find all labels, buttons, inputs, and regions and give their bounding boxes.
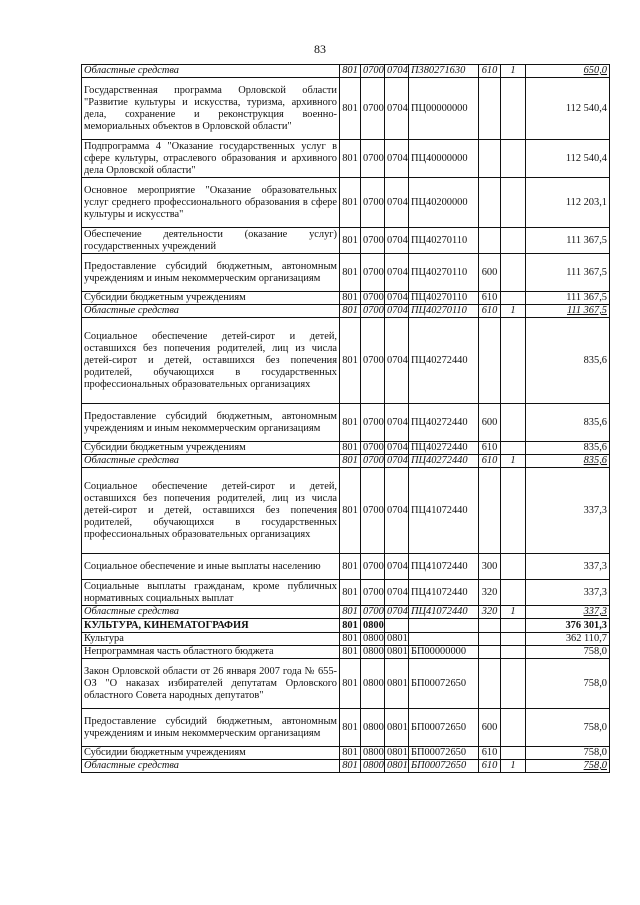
target-article-code: ПЦ40270110 <box>409 254 479 292</box>
ministry-code: 801 <box>340 606 361 619</box>
ministry-code: 801 <box>340 404 361 442</box>
subsection-code: 0704 <box>385 606 409 619</box>
funding-source-code <box>501 554 526 580</box>
section-code: 0700 <box>361 178 385 228</box>
ministry-code: 801 <box>340 455 361 468</box>
target-article-code: ПЦ41072440 <box>409 580 479 606</box>
ministry-code: 801 <box>340 318 361 404</box>
expense-type-code: 610 <box>479 760 501 773</box>
ministry-code: 801 <box>340 633 361 646</box>
amount: 337,3 <box>526 468 610 554</box>
row-name: Субсидии бюджетным учреждениям <box>82 747 340 760</box>
funding-source-code <box>501 140 526 178</box>
amount: 337,3 <box>526 554 610 580</box>
amount: 112 540,4 <box>526 140 610 178</box>
funding-source-code <box>501 318 526 404</box>
page-number: 83 <box>314 42 326 56</box>
amount: 835,6 <box>526 318 610 404</box>
amount: 112 203,1 <box>526 178 610 228</box>
ministry-code: 801 <box>340 580 361 606</box>
ministry-code: 801 <box>340 760 361 773</box>
table-row <box>82 619 610 633</box>
subsection-code: 0704 <box>385 468 409 554</box>
subsection-code: 0704 <box>385 580 409 606</box>
expense-type-code: 610 <box>479 442 501 455</box>
funding-source-code: 1 <box>501 305 526 318</box>
ministry-code: 801 <box>340 254 361 292</box>
row-name: Субсидии бюджетным учреждениям <box>82 292 340 305</box>
ministry-code: 801 <box>340 554 361 580</box>
section-code: 0700 <box>361 78 385 140</box>
row-name: Предоставление субсидий бюджетным, автономным учреждениям и иным некоммерческим организациям <box>82 254 340 292</box>
funding-source-code <box>501 468 526 554</box>
table-row <box>82 606 610 619</box>
section-code: 0800 <box>361 633 385 646</box>
amount: 650,0 <box>526 65 610 78</box>
expense-type-code: 610 <box>479 455 501 468</box>
ministry-code: 801 <box>340 178 361 228</box>
amount: 758,0 <box>526 646 610 659</box>
section-code: 0700 <box>361 442 385 455</box>
target-article-code: ПЦ40272440 <box>409 455 479 468</box>
section-code: 0700 <box>361 254 385 292</box>
expense-type-code: 320 <box>479 606 501 619</box>
amount: 111 367,5 <box>526 305 610 318</box>
section-code: 0800 <box>361 760 385 773</box>
section-code: 0800 <box>361 659 385 709</box>
ministry-code: 801 <box>340 619 361 633</box>
table-row <box>82 442 610 455</box>
amount: 111 367,5 <box>526 292 610 305</box>
section-code: 0700 <box>361 65 385 78</box>
target-article-code: БП00072650 <box>409 747 479 760</box>
amount: 758,0 <box>526 747 610 760</box>
ministry-code: 801 <box>340 468 361 554</box>
funding-source-code <box>501 178 526 228</box>
subsection-code: 0801 <box>385 709 409 747</box>
amount: 376 301,3 <box>526 619 610 633</box>
table-row <box>82 140 610 178</box>
target-article-code: ПЦ40200000 <box>409 178 479 228</box>
amount: 111 367,5 <box>526 228 610 254</box>
target-article-code: ПЦ40272440 <box>409 404 479 442</box>
target-article-code <box>409 619 479 633</box>
section-code: 0700 <box>361 580 385 606</box>
subsection-code: 0704 <box>385 455 409 468</box>
section-code: 0700 <box>361 455 385 468</box>
funding-source-code <box>501 580 526 606</box>
target-article-code: ПЦ41072440 <box>409 606 479 619</box>
section-code: 0800 <box>361 646 385 659</box>
row-name: Социальное обеспечение детей-сирот и детей, оставшихся без попечения родителей, лиц из числа детей-сирот и детей, оставшихся без попечения родителей, обучающихся в государственных профессиональных образовательных организациях <box>82 318 340 404</box>
ministry-code: 801 <box>340 659 361 709</box>
target-article-code: ПЦ41072440 <box>409 468 479 554</box>
row-name: Субсидии бюджетным учреждениям <box>82 442 340 455</box>
section-code: 0700 <box>361 404 385 442</box>
target-article-code: ПЦ40272440 <box>409 318 479 404</box>
section-code: 0800 <box>361 619 385 633</box>
funding-source-code <box>501 404 526 442</box>
funding-source-code <box>501 747 526 760</box>
table-row <box>82 747 610 760</box>
target-article-code: БП00072650 <box>409 760 479 773</box>
amount: 758,0 <box>526 659 610 709</box>
target-article-code: ПЦ40270110 <box>409 228 479 254</box>
subsection-code: 0801 <box>385 659 409 709</box>
funding-source-code <box>501 78 526 140</box>
section-code: 0700 <box>361 292 385 305</box>
table-row <box>82 178 610 228</box>
table-row <box>82 65 610 78</box>
expense-type-code: 610 <box>479 292 501 305</box>
row-name: Предоставление субсидий бюджетным, автономным учреждениям и иным некоммерческим организациям <box>82 709 340 747</box>
section-code: 0800 <box>361 747 385 760</box>
ministry-code: 801 <box>340 305 361 318</box>
section-code: 0700 <box>361 228 385 254</box>
row-name: Основное мероприятие "Оказание образовательных услуг среднего профессионального образования в сфере культуры и искусства" <box>82 178 340 228</box>
funding-source-code <box>501 633 526 646</box>
expense-type-code <box>479 468 501 554</box>
expense-type-code <box>479 633 501 646</box>
subsection-code: 0704 <box>385 178 409 228</box>
row-name: Предоставление субсидий бюджетным, автономным учреждениям и иным некоммерческим организациям <box>82 404 340 442</box>
subsection-code: 0704 <box>385 78 409 140</box>
ministry-code: 801 <box>340 646 361 659</box>
target-article-code: ПЦ40000000 <box>409 140 479 178</box>
target-article-code: ПЦ40272440 <box>409 442 479 455</box>
amount: 758,0 <box>526 709 610 747</box>
expense-type-code: 610 <box>479 747 501 760</box>
table-row <box>82 254 610 292</box>
section-code: 0700 <box>361 318 385 404</box>
subsection-code: 0801 <box>385 747 409 760</box>
table-row <box>82 659 610 709</box>
subsection-code: 0704 <box>385 292 409 305</box>
subsection-code: 0704 <box>385 404 409 442</box>
expense-type-code: 300 <box>479 554 501 580</box>
funding-source-code: 1 <box>501 606 526 619</box>
amount: 835,6 <box>526 404 610 442</box>
expense-type-code: 600 <box>479 709 501 747</box>
funding-source-code <box>501 228 526 254</box>
funding-source-code <box>501 442 526 455</box>
target-article-code: ПЦ40270110 <box>409 305 479 318</box>
row-name: Областные средства <box>82 606 340 619</box>
section-code: 0700 <box>361 305 385 318</box>
row-name: Социальное обеспечение детей-сирот и детей, оставшихся без попечения родителей, лиц из числа детей-сирот и детей, оставшихся без попечения родителей, обучающихся в государственных профессиональных образовательных организациях <box>82 468 340 554</box>
row-name: Государственная программа Орловской области "Развитие культуры и искусства, туризма, архивного дела, сохранение и реконструкция военно-мемориальных объектов в Орловской области" <box>82 78 340 140</box>
expense-type-code <box>479 228 501 254</box>
row-name: Непрограммная часть областного бюджета <box>82 646 340 659</box>
target-article-code: БП00072650 <box>409 659 479 709</box>
expense-type-code <box>479 619 501 633</box>
amount: 337,3 <box>526 606 610 619</box>
funding-source-code <box>501 292 526 305</box>
expense-type-code <box>479 646 501 659</box>
table-row <box>82 633 610 646</box>
subsection-code: 0801 <box>385 633 409 646</box>
table-row <box>82 305 610 318</box>
row-name: Областные средства <box>82 455 340 468</box>
target-article-code: ПЦ40270110 <box>409 292 479 305</box>
row-name: Областные средства <box>82 65 340 78</box>
subsection-code: 0704 <box>385 554 409 580</box>
expense-type-code <box>479 659 501 709</box>
row-name: КУЛЬТУРА, КИНЕМАТОГРАФИЯ <box>82 619 340 633</box>
table-row <box>82 228 610 254</box>
section-code: 0800 <box>361 709 385 747</box>
funding-source-code: 1 <box>501 760 526 773</box>
section-code: 0700 <box>361 606 385 619</box>
section-code: 0700 <box>361 140 385 178</box>
expense-type-code: 610 <box>479 65 501 78</box>
section-code: 0700 <box>361 554 385 580</box>
subsection-code: 0704 <box>385 65 409 78</box>
subsection-code: 0704 <box>385 228 409 254</box>
row-name: Областные средства <box>82 760 340 773</box>
ministry-code: 801 <box>340 292 361 305</box>
row-name: Областные средства <box>82 305 340 318</box>
subsection-code: 0704 <box>385 442 409 455</box>
amount: 362 110,7 <box>526 633 610 646</box>
funding-source-code <box>501 646 526 659</box>
ministry-code: 801 <box>340 709 361 747</box>
subsection-code <box>385 619 409 633</box>
subsection-code: 0801 <box>385 760 409 773</box>
table-row <box>82 554 610 580</box>
row-name: Культура <box>82 633 340 646</box>
expense-type-code: 610 <box>479 305 501 318</box>
row-name: Социальные выплаты гражданам, кроме публичных нормативных социальных выплат <box>82 580 340 606</box>
table-row <box>82 646 610 659</box>
table-row <box>82 580 610 606</box>
table-row <box>82 760 610 773</box>
amount: 835,6 <box>526 442 610 455</box>
table-row <box>82 318 610 404</box>
table-row <box>82 709 610 747</box>
expense-type-code: 600 <box>479 404 501 442</box>
expense-type-code <box>479 78 501 140</box>
funding-source-code: 1 <box>501 455 526 468</box>
target-article-code: БП00000000 <box>409 646 479 659</box>
expense-type-code <box>479 178 501 228</box>
table-row <box>82 468 610 554</box>
row-name: Закон Орловской области от 26 января 2007 года № 655-ОЗ "О наказах избирателей депутатам Орловского областного Совета народных депутатов" <box>82 659 340 709</box>
ministry-code: 801 <box>340 65 361 78</box>
funding-source-code <box>501 254 526 292</box>
expense-type-code: 320 <box>479 580 501 606</box>
amount: 111 367,5 <box>526 254 610 292</box>
ministry-code: 801 <box>340 442 361 455</box>
target-article-code: ПЦ41072440 <box>409 554 479 580</box>
table-row <box>82 292 610 305</box>
target-article-code: П380271630 <box>409 65 479 78</box>
ministry-code: 801 <box>340 78 361 140</box>
table-row <box>82 455 610 468</box>
budget-table <box>81 64 610 773</box>
ministry-code: 801 <box>340 747 361 760</box>
subsection-code: 0704 <box>385 318 409 404</box>
funding-source-code <box>501 709 526 747</box>
expense-type-code <box>479 140 501 178</box>
row-name: Подпрограмма 4 "Оказание государственных услуг в сфере культуры, отраслевого образования и архивного дела Орловской области" <box>82 140 340 178</box>
funding-source-code: 1 <box>501 65 526 78</box>
subsection-code: 0704 <box>385 140 409 178</box>
ministry-code: 801 <box>340 140 361 178</box>
ministry-code: 801 <box>340 228 361 254</box>
subsection-code: 0704 <box>385 254 409 292</box>
expense-type-code <box>479 318 501 404</box>
target-article-code <box>409 633 479 646</box>
target-article-code: БП00072650 <box>409 709 479 747</box>
subsection-code: 0801 <box>385 646 409 659</box>
subsection-code: 0704 <box>385 305 409 318</box>
target-article-code: ПЦ00000000 <box>409 78 479 140</box>
amount: 337,3 <box>526 580 610 606</box>
funding-source-code <box>501 659 526 709</box>
amount: 835,6 <box>526 455 610 468</box>
expense-type-code: 600 <box>479 254 501 292</box>
table-row <box>82 404 610 442</box>
table-row <box>82 78 610 140</box>
row-name: Социальное обеспечение и иные выплаты населению <box>82 554 340 580</box>
row-name: Обеспечение деятельности (оказание услуг) государственных учреждений <box>82 228 340 254</box>
amount: 758,0 <box>526 760 610 773</box>
amount: 112 540,4 <box>526 78 610 140</box>
funding-source-code <box>501 619 526 633</box>
section-code: 0700 <box>361 468 385 554</box>
